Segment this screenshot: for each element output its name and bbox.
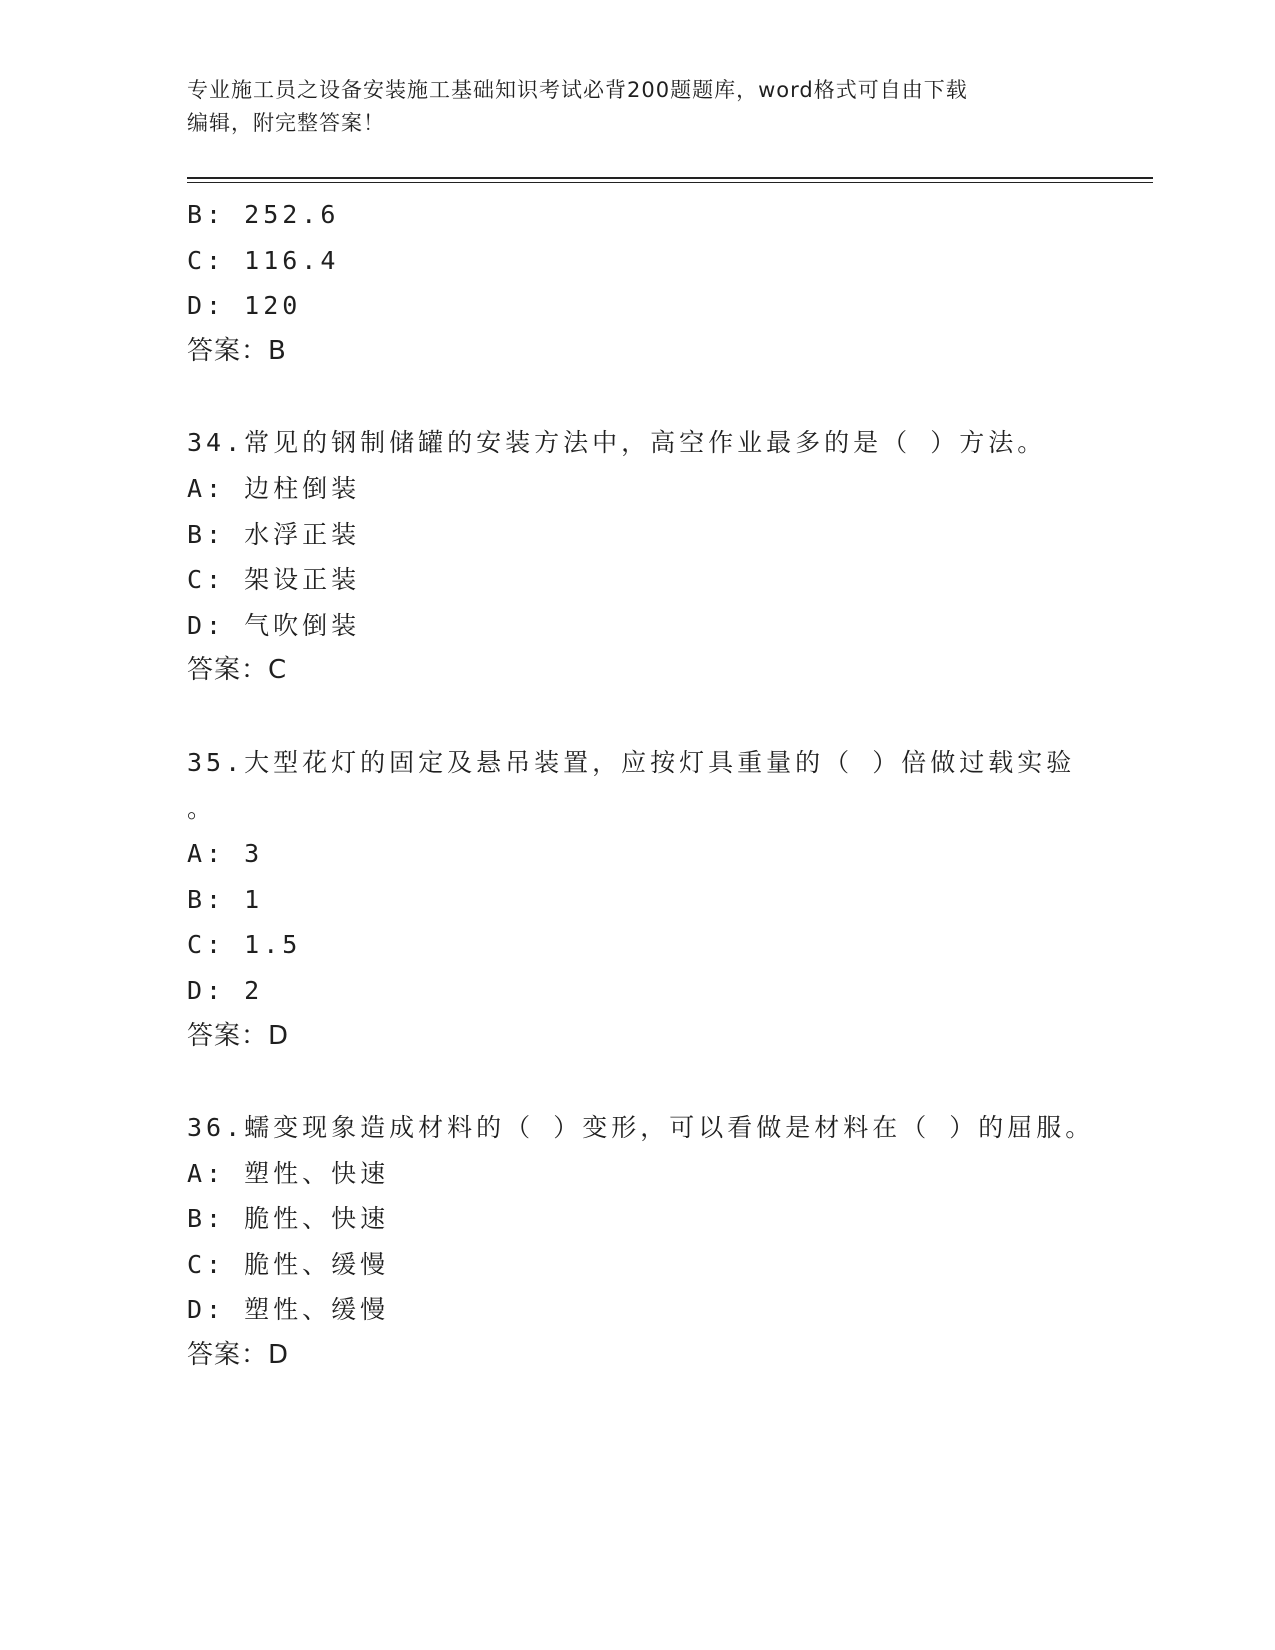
question-text: 36.蠕变现象造成材料的（ ）变形，可以看做是材料在（ ）的屈服。: [187, 1113, 1095, 1143]
question-34: [187, 420, 1087, 694]
option-b: B: 水浮正装: [187, 519, 361, 549]
question-text-line-2: 。: [187, 793, 217, 823]
option-d: D: 2: [187, 975, 264, 1005]
option-a: A: 塑性、快速: [187, 1158, 390, 1188]
option-c: C: 1.5: [187, 930, 302, 960]
header-divider-top: [187, 177, 1153, 179]
option-b: B: 脆性、快速: [187, 1204, 390, 1234]
header-divider-bottom: [187, 182, 1153, 183]
option-d: D: 塑性、缓慢: [187, 1295, 390, 1325]
answer: 答案：C: [187, 655, 288, 686]
answer: 答案：B: [187, 335, 287, 366]
header-title-line-1: 专业施工员之设备安装施工基础知识考试必背200题题库，word格式可自由下载: [187, 78, 968, 102]
option-c: C: 架设正装: [187, 565, 361, 595]
answer: 答案：D: [187, 1340, 290, 1371]
question-33-tail: [187, 192, 1087, 374]
document-body: [187, 192, 1095, 1379]
question-35: [187, 740, 1087, 1059]
document-header: [187, 74, 1067, 140]
header-title-line-2: 编辑，附完整答案！: [187, 111, 385, 135]
option-c: C: 脆性、缓慢: [187, 1249, 390, 1279]
question-text-line-1: 35.大型花灯的固定及悬吊装置，应按灯具重量的（ ）倍做过载实验: [187, 747, 1076, 777]
question-text: 34.常见的钢制储罐的安装方法中，高空作业最多的是（ ）方法。: [187, 428, 1047, 458]
option-a: A: 边柱倒装: [187, 473, 361, 503]
option-b: B: 1: [187, 884, 264, 914]
question-36: [187, 1105, 1095, 1379]
option-d: D: 120: [187, 291, 302, 321]
option-b: B: 252.6: [187, 200, 340, 229]
option-c: C: 116.4: [187, 245, 340, 275]
option-d: D: 气吹倒装: [187, 610, 361, 640]
option-a: A: 3: [187, 839, 264, 869]
answer: 答案：D: [187, 1020, 290, 1051]
